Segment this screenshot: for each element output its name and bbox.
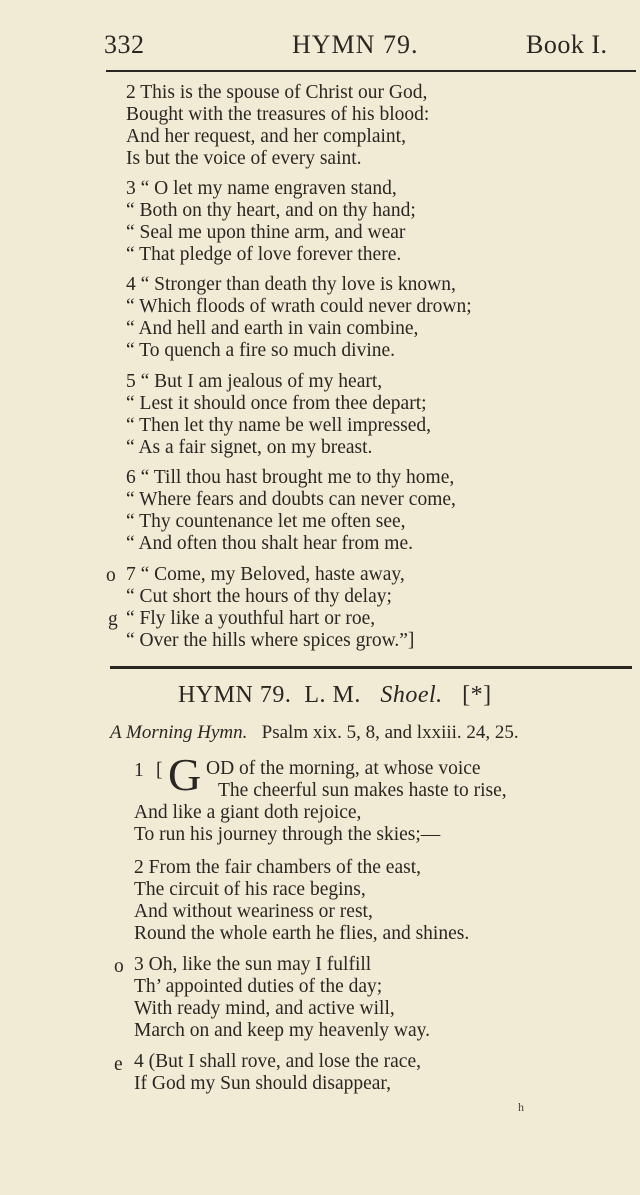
verse-line: If God my Sun should disappear, <box>134 1073 392 1094</box>
margin-mark: e <box>114 1054 123 1075</box>
running-head <box>0 30 640 70</box>
signature-mark: h <box>518 1100 524 1114</box>
verse-line: “ Then let thy name be well impressed, <box>126 415 432 436</box>
verse-line: And her request, and her complaint, <box>126 126 406 147</box>
verse-line: 5 “ But I am jealous of my heart, <box>126 371 383 392</box>
verse-line: 2 From the fair chambers of the east, <box>134 857 421 878</box>
verse-line: “ And hell and earth in vain combine, <box>126 318 419 339</box>
verse-line: “ Both on thy heart, and on thy hand; <box>126 200 416 221</box>
verse-line: To run his journey through the skies;— <box>134 824 441 845</box>
verse-line: “ Thy countenance let me often see, <box>126 511 406 532</box>
book-label: Book I. <box>526 30 608 59</box>
verse-line: 7 “ Come, my Beloved, haste away, <box>126 564 405 585</box>
verse-line: 4 “ Stronger than death thy love is known, <box>126 274 456 295</box>
verse-line: “ Seal me upon thine arm, and wear <box>126 222 406 243</box>
hymn-mark: [*] <box>462 682 492 708</box>
hymn-occasion: A Morning Hymn. <box>110 722 248 743</box>
verse-line: 2 This is the spouse of Christ our God, <box>126 82 428 103</box>
drop-cap: G <box>168 749 202 800</box>
section-rule <box>110 666 632 669</box>
running-title: HYMN 79. <box>292 30 419 59</box>
verse-line: And without weariness or rest, <box>134 901 373 922</box>
scripture-reference: Psalm xix. 5, 8, and lxxiii. 24, 25. <box>261 722 519 743</box>
verse-line: “ Lest it should once from thee depart; <box>126 393 427 414</box>
verse-line: 3 “ O let my name engraven stand, <box>126 178 397 199</box>
verse-line: Is but the voice of every saint. <box>126 148 362 169</box>
verse-line: OD of the morning, at whose voice <box>206 758 481 779</box>
verse-line: “ That pledge of love forever there. <box>126 244 402 265</box>
verse-line: “ To quench a fire so much divine. <box>126 340 396 361</box>
hymn-meter: L. M. <box>304 682 361 708</box>
margin-mark: o <box>106 565 116 586</box>
page-number: 332 <box>104 30 145 59</box>
verse-line: March on and keep my heavenly way. <box>134 1020 431 1041</box>
hymn-heading <box>178 682 492 709</box>
verse-line: The cheerful sun makes haste to rise, <box>218 780 507 801</box>
verse-line: “ As a fair signet, on my breast. <box>126 437 373 458</box>
hymn-number: HYMN 79. <box>178 682 292 708</box>
stanza-number: 1 <box>134 760 144 781</box>
verse-line: “ Which floods of wrath could never drown; <box>126 296 472 317</box>
hymn-tune: Shoel. <box>380 682 443 708</box>
verse-line: With ready mind, and active will, <box>134 998 395 1019</box>
verse-line: “ Where fears and doubts can never come, <box>126 489 456 510</box>
verse-line: Round the whole earth he flies, and shines. <box>134 923 470 944</box>
verse-line: Th’ appointed duties of the day; <box>134 976 383 997</box>
verse-line: “ Cut short the hours of thy delay; <box>126 586 392 607</box>
verse-line: “ Over the hills where spices grow.”] <box>126 630 415 651</box>
verse-line: “ Fly like a youthful hart or roe, <box>126 608 376 629</box>
bracket-mark: [ <box>156 760 163 781</box>
margin-mark: g <box>108 609 118 630</box>
verse-line: 4 (But I shall rove, and lose the race, <box>134 1051 421 1072</box>
verse-line: 6 “ Till thou hast brought me to thy home, <box>126 467 455 488</box>
margin-mark: o <box>114 956 124 977</box>
header-rule <box>106 70 636 72</box>
verse-line: The circuit of his race begins, <box>134 879 366 900</box>
hymn-subtitle <box>110 722 519 744</box>
verse-line: 3 Oh, like the sun may I fulfill <box>134 954 372 975</box>
verse-line: Bought with the treasures of his blood: <box>126 104 430 125</box>
verse-line: And like a giant doth rejoice, <box>134 802 362 823</box>
verse-line: “ And often thou shalt hear from me. <box>126 533 414 554</box>
